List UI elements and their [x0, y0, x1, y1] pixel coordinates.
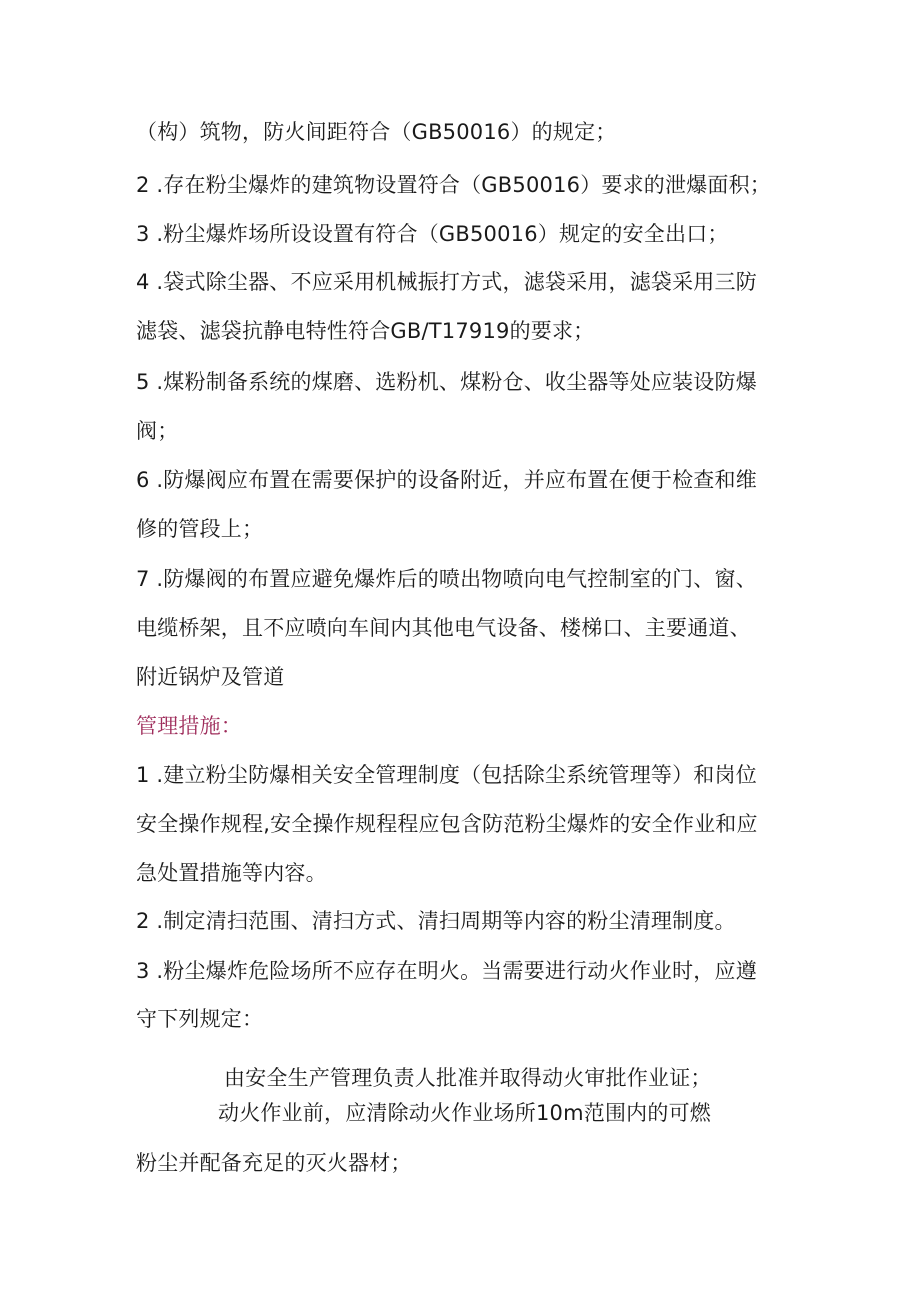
text-line: 5 .煤粉制备系统的煤磨、选粉机、煤粉仓、收尘器等处应装设防爆 — [136, 370, 757, 394]
text-line: 6 .防爆阀应布置在需要保护的设备附近，并应布置在便于检查和维 — [136, 468, 757, 492]
text-line: 1 .建立粉尘防爆相关安全管理制度（包括除尘系统管理等）和岗位 — [136, 763, 757, 787]
indented-line: 动火作业前，应清除动火作业场所10m范围内的可燃 — [218, 1101, 711, 1125]
text-line: 附近锅炉及管道 — [136, 665, 285, 689]
text-line: 守下列规定： — [136, 1007, 264, 1031]
text-line: 3 .粉尘爆炸危险场所不应存在明火。当需要进行动火作业时，应遵 — [136, 959, 757, 983]
text-line: （构）筑物，防火间距符合（GB50016）的规定； — [136, 120, 617, 144]
text-line: 安全操作规程,安全操作规程程应包含防范粉尘爆炸的安全作业和应 — [136, 812, 758, 836]
text-line: 修的管段上； — [136, 517, 264, 541]
text-line: 急处置措施等内容。 — [136, 861, 327, 885]
text-line: 2 .制定清扫范围、清扫方式、清扫周期等内容的粉尘清理制度。 — [136, 909, 736, 933]
text-line: 2 .存在粉尘爆炸的建筑物设置符合（GB50016）要求的泄爆面积； — [136, 173, 771, 197]
text-line: 3 .粉尘爆炸场所设设置有符合（GB50016）规定的安全出口； — [136, 222, 729, 246]
indented-line: 由安全生产管理负责人批准并取得动火审批作业证； — [224, 1066, 712, 1090]
section-heading: 管理措施： — [136, 714, 242, 738]
text-line: 粉尘并配备充足的灭火器材； — [136, 1151, 412, 1175]
text-line: 阀； — [136, 419, 179, 443]
text-line: 滤袋、滤袋抗静电特性符合GB/T17919的要求； — [136, 319, 595, 343]
text-line: 4 .袋式除尘器、不应采用机械振打方式，滤袋采用，滤袋采用三防 — [136, 270, 757, 294]
text-line: 7 .防爆阀的布置应避免爆炸后的喷出物喷向电气控制室的门、窗、 — [136, 567, 757, 591]
text-line: 电缆桥架，且不应喷向车间内其他电气设备、楼梯口、主要通道、 — [136, 616, 751, 640]
